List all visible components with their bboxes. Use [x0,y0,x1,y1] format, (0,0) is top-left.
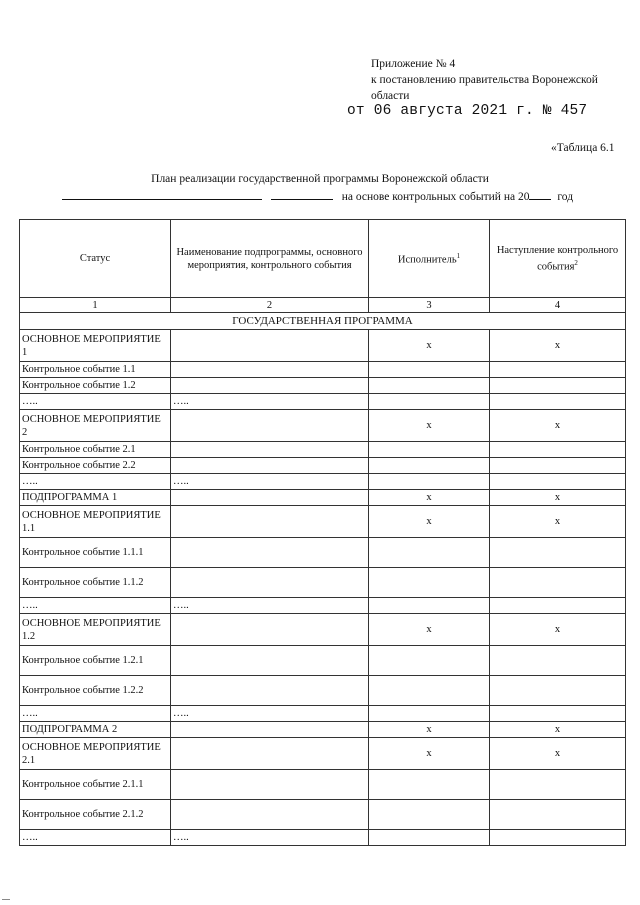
row-status: Контрольное событие 2.2 [20,458,171,474]
table-header-row [20,220,626,298]
blank-line [62,189,262,200]
row-name: ….. [171,706,369,722]
row-occurrence: х [490,722,626,738]
row-status: Контрольное событие 1.2 [20,378,171,394]
appendix-line-2: к постановлению правительства Воронежской [371,74,598,86]
table-row [20,490,626,506]
page-corner-mark [2,899,10,900]
table-row [20,830,626,846]
row-occurrence: х [490,410,626,442]
row-status: ОСНОВНОЕ МЕРОПРИЯТИЕ 2.1 [20,738,171,770]
plan-title: План реализации государственной программы Воронежской области [151,173,489,185]
table-row [20,538,626,568]
table-row [20,676,626,706]
row-status: Контрольное событие 1.2.2 [20,676,171,706]
section-title: ГОСУДАРСТВЕННАЯ ПРОГРАММА [20,313,626,330]
row-status: Контрольное событие 1.2.1 [20,646,171,676]
row-executor [369,800,490,830]
row-executor [369,830,490,846]
row-occurrence [490,800,626,830]
row-name [171,568,369,598]
row-name [171,770,369,800]
decree-line: от 06 августа 2021 г. № 457 [347,103,588,119]
row-name [171,410,369,442]
table-row [20,614,626,646]
row-name [171,442,369,458]
table-row [20,646,626,676]
table-row [20,598,626,614]
table-number: «Таблица 6.1 [551,142,615,154]
header-status: Статус [20,220,171,298]
row-occurrence: х [490,490,626,506]
row-executor [369,598,490,614]
plan-subtitle-text: на основе контрольных событий на 20 [341,191,530,203]
row-status: Контрольное событие 1.1.2 [20,568,171,598]
control-events-table [19,219,626,846]
row-occurrence: х [490,330,626,362]
year-blank [529,189,551,200]
row-occurrence [490,458,626,474]
table-row [20,394,626,410]
column-number: 2 [171,298,369,313]
table-row [20,442,626,458]
row-name: ….. [171,830,369,846]
table-row [20,738,626,770]
appendix-line-3: области [371,90,410,102]
row-status: ….. [20,394,171,410]
header-executor-label: Исполнитель [397,254,457,266]
table-row [20,568,626,598]
row-name [171,676,369,706]
row-executor [369,458,490,474]
footnote-1: 1 [456,252,461,261]
row-executor [369,568,490,598]
row-name [171,458,369,474]
row-occurrence [490,568,626,598]
row-status: ….. [20,706,171,722]
row-status: Контрольное событие 2.1.2 [20,800,171,830]
row-status: ….. [20,598,171,614]
row-status: ….. [20,474,171,490]
row-name: ….. [171,474,369,490]
row-status: ПОДПРОГРАММА 1 [20,490,171,506]
row-executor: х [369,738,490,770]
appendix-block [371,56,631,104]
table-body [20,330,626,846]
row-name [171,538,369,568]
row-executor: х [369,506,490,538]
header-occurrence-label: Наступление контрольного события [496,244,619,273]
row-executor: х [369,490,490,506]
row-occurrence [490,362,626,378]
plan-subtitle-end: год [557,191,574,203]
row-executor [369,706,490,722]
table-row [20,362,626,378]
row-occurrence [490,474,626,490]
table-row [20,722,626,738]
table-row [20,770,626,800]
footnote-2: 2 [574,258,578,267]
row-name [171,362,369,378]
row-name [171,506,369,538]
plan-subtitle [62,189,573,203]
row-status: ….. [20,830,171,846]
table-row [20,410,626,442]
row-status: ОСНОВНОЕ МЕРОПРИЯТИЕ 1.1 [20,506,171,538]
row-executor [369,362,490,378]
row-executor [369,646,490,676]
row-status: Контрольное событие 2.1.1 [20,770,171,800]
row-executor [369,770,490,800]
row-executor [369,442,490,458]
row-occurrence [490,676,626,706]
row-executor [369,378,490,394]
blank-line [271,189,333,200]
row-status: ОСНОВНОЕ МЕРОПРИЯТИЕ 1.2 [20,614,171,646]
row-occurrence [490,538,626,568]
table-row [20,458,626,474]
row-occurrence [490,770,626,800]
row-status: Контрольное событие 1.1 [20,362,171,378]
row-name [171,800,369,830]
row-executor: х [369,614,490,646]
column-number: 4 [490,298,626,313]
row-executor [369,394,490,410]
column-number: 3 [369,298,490,313]
section-title-row [20,313,626,330]
row-executor [369,538,490,568]
row-occurrence: х [490,614,626,646]
table-row [20,506,626,538]
row-occurrence [490,378,626,394]
row-occurrence [490,394,626,410]
row-status: ОСНОВНОЕ МЕРОПРИЯТИЕ 2 [20,410,171,442]
header-name: Наименование подпрограммы, основного мероприятия, контрольного события [171,220,369,298]
table-row [20,330,626,362]
row-occurrence [490,706,626,722]
row-name [171,722,369,738]
row-status: ОСНОВНОЕ МЕРОПРИЯТИЕ 1 [20,330,171,362]
appendix-line-1: Приложение № 4 [371,58,456,70]
row-name [171,646,369,676]
row-occurrence [490,646,626,676]
column-number-row [20,298,626,313]
row-name [171,490,369,506]
column-number: 1 [20,298,171,313]
row-name [171,738,369,770]
row-occurrence: х [490,506,626,538]
row-name [171,614,369,646]
header-executor [369,220,490,298]
row-occurrence [490,830,626,846]
row-name [171,330,369,362]
row-status: Контрольное событие 2.1 [20,442,171,458]
table-row [20,474,626,490]
table-row [20,706,626,722]
table-row [20,800,626,830]
row-status: Контрольное событие 1.1.1 [20,538,171,568]
row-occurrence: х [490,738,626,770]
table-row [20,378,626,394]
row-name: ….. [171,598,369,614]
row-name: ….. [171,394,369,410]
row-executor [369,474,490,490]
row-occurrence [490,442,626,458]
row-name [171,378,369,394]
row-executor: х [369,330,490,362]
row-occurrence [490,598,626,614]
row-executor: х [369,410,490,442]
row-executor: х [369,722,490,738]
row-status: ПОДПРОГРАММА 2 [20,722,171,738]
row-executor [369,676,490,706]
header-occurrence [490,220,626,298]
